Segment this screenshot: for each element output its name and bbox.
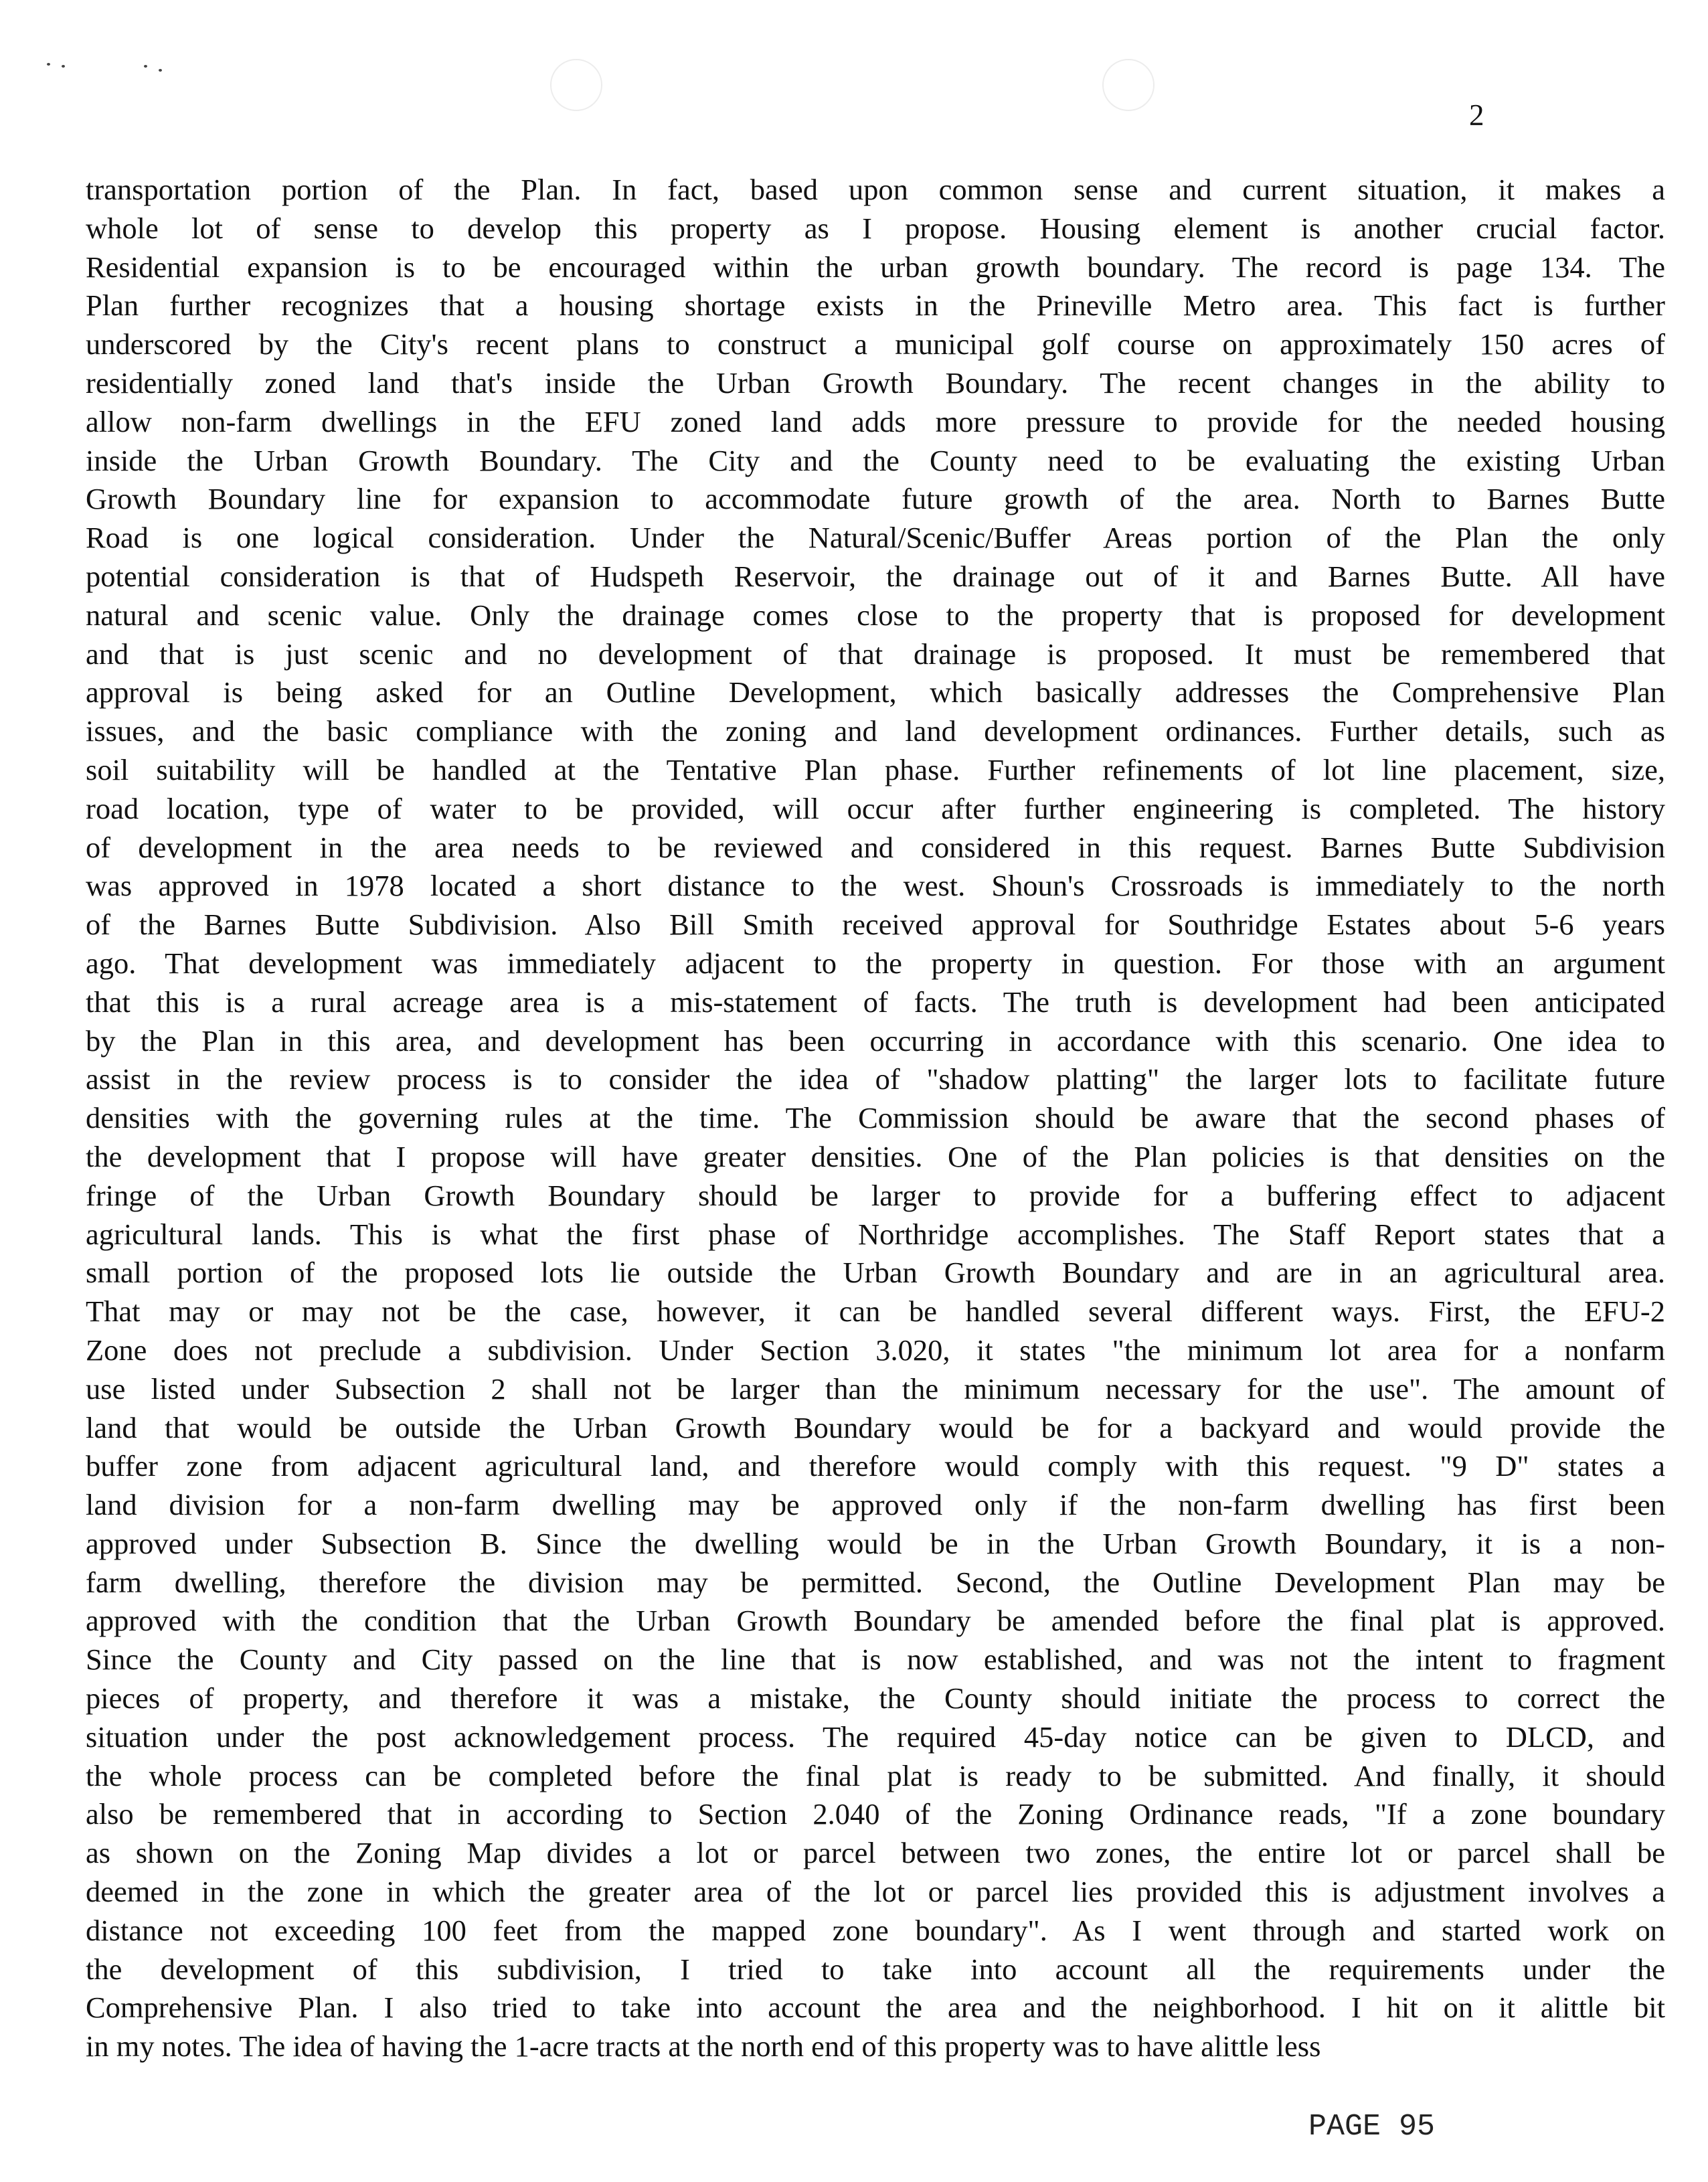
text-line: Growth Boundary line for expansion to accommodate future growth of the area. North to Barnes Butte <box>86 482 1665 516</box>
text-line: Road is one logical consideration. Under the Natural/Scenic/Buffer Areas portion of the Plan the only <box>86 521 1665 555</box>
text-line: use listed under Subsection 2 shall not be larger than the minimum necessary for the use". The amount of <box>86 1371 1665 1406</box>
text-line: potential consideration is that of Hudspeth Reservoir, the drainage out of it and Barnes Butte. All have <box>86 559 1665 593</box>
text-line: ago. That development was immediately adjacent to the property in question. For those with an argument <box>86 946 1665 980</box>
text-line: Since the County and City passed on the line that is now established, and was not the intent to fragment <box>86 1643 1665 1677</box>
text-line: natural and scenic value. Only the drainage comes close to the property that is proposed for development <box>86 598 1665 632</box>
text-line: land division for a non-farm dwelling may be approved only if the non-farm dwelling has first been <box>86 1488 1665 1522</box>
text-line: situation under the post acknowledgement process. The required 45-day notice can be given to DLCD, and <box>86 1719 1665 1754</box>
text-line: transportation portion of the Plan. In fact, based upon common sense and current situation, it makes a <box>86 173 1665 206</box>
text-line: approved under Subsection B. Since the dwelling would be in the Urban Growth Boundary, it is a non- <box>86 1526 1665 1560</box>
text-line: as shown on the Zoning Map divides a lot or parcel between two zones, the entire lot or parcel shall be <box>86 1836 1665 1870</box>
punch-hole-left <box>550 59 602 111</box>
text-line: Plan further recognizes that a housing shortage exists in the Prineville Metro area. This fact is further <box>86 288 1665 323</box>
text-line: approval is being asked for an Outline Development, which basically addresses the Comprehensive Plan <box>86 675 1665 709</box>
text-line: the whole process can be completed before the final plat is ready to be submitted. And finally, it should <box>86 1758 1665 1792</box>
text-line: and that is just scenic and no development of that drainage is proposed. It must be remembered that <box>86 637 1665 671</box>
body-text <box>86 171 1665 2066</box>
scan-speck <box>144 65 147 68</box>
text-line: land that would be outside the Urban Growth Boundary would be for a backyard and would provide the <box>86 1410 1665 1444</box>
text-line: road location, type of water to be provided, will occur after further engineering is completed. The history <box>86 791 1665 825</box>
page-number: 2 <box>1469 98 1484 132</box>
text-line: Zone does not preclude a subdivision. Under Section 3.020, it states "the minimum lot area for a nonfarm <box>86 1333 1665 1367</box>
text-line: inside the Urban Growth Boundary. The City and the County need to be evaluating the existing Urban <box>86 443 1665 477</box>
text-line: also be remembered that in according to Section 2.040 of the Zoning Ordinance reads, "If a zone boundary <box>86 1797 1665 1831</box>
punch-hole-right <box>1102 59 1155 111</box>
footer-page-label: PAGE 95 <box>1308 2110 1436 2144</box>
text-line: was approved in 1978 located a short distance to the west. Shoun's Crossroads is immediately to the north <box>86 869 1665 903</box>
text-line: distance not exceeding 100 feet from the mapped zone boundary". As I went through and started work on <box>86 1913 1665 1947</box>
text-line: underscored by the City's recent plans to construct a municipal golf course on approximately 150 acres of <box>86 327 1665 361</box>
text-line: deemed in the zone in which the greater area of the lot or parcel lies provided this is adjustment involves a <box>86 1875 1665 1909</box>
text-line: assist in the review process is to consider the idea of "shadow platting" the larger lots to facilitate future <box>86 1062 1665 1096</box>
scan-speck <box>62 65 65 68</box>
text-line: by the Plan in this area, and development has been occurring in accordance with this scenario. One idea to <box>86 1023 1665 1058</box>
text-line: pieces of property, and therefore it was a mistake, the County should initiate the process to correct the <box>86 1681 1665 1715</box>
text-line: Residential expansion is to be encouraged within the urban growth boundary. The record is page 134. The <box>86 250 1665 284</box>
text-line: small portion of the proposed lots lie outside the Urban Growth Boundary and are in an agricultural area. <box>86 1256 1665 1290</box>
text-line: of the Barnes Butte Subdivision. Also Bill Smith received approval for Southridge Estates about 5-6 years <box>86 908 1665 942</box>
text-line: residentially zoned land that's inside the Urban Growth Boundary. The recent changes in the ability to <box>86 365 1665 400</box>
text-line: soil suitability will be handled at the Tentative Plan phase. Further refinements of lot line placement, size, <box>86 752 1665 786</box>
text-line: densities with the governing rules at the time. The Commission should be aware that the second phases of <box>86 1101 1665 1135</box>
scan-speck <box>159 69 162 72</box>
text-line: farm dwelling, therefore the division may be permitted. Second, the Outline Development Plan may be <box>86 1565 1665 1599</box>
text-line: issues, and the basic compliance with the zoning and land development ordinances. Further details, such as <box>86 714 1665 748</box>
scan-speck <box>47 63 50 66</box>
text-line: the development of this subdivision, I tried to take into account all the requirements under the <box>86 1952 1665 1986</box>
text-line: approved with the condition that the Urban Growth Boundary be amended before the final plat is approved. <box>86 1604 1665 1638</box>
text-line: the development that I propose will have greater densities. One of the Plan policies is that densities on the <box>86 1139 1665 1173</box>
text-line: That may or may not be the case, however, it can be handled several different ways. First, the EFU-2 <box>86 1294 1665 1329</box>
text-line: buffer zone from adjacent agricultural land, and therefore would comply with this request. "9 D" states a <box>86 1449 1665 1483</box>
text-line: Comprehensive Plan. I also tried to take into account the area and the neighborhood. I hit on it alittle bit <box>86 1991 1665 2025</box>
text-line: in my notes. The idea of having the 1-acre tracts at the north end of this property was to have alittle less <box>86 2029 1321 2064</box>
text-line: allow non-farm dwellings in the EFU zoned land adds more pressure to provide for the needed housing <box>86 404 1665 438</box>
text-line: of development in the area needs to be reviewed and considered in this request. Barnes Butte Subdivision <box>86 830 1665 864</box>
text-line: fringe of the Urban Growth Boundary should be larger to provide for a buffering effect to adjacent <box>86 1178 1665 1212</box>
text-line: whole lot of sense to develop this property as I propose. Housing element is another crucial factor. <box>86 211 1665 245</box>
text-line: agricultural lands. This is what the first phase of Northridge accomplishes. The Staff Report states that a <box>86 1217 1665 1251</box>
text-line: that this is a rural acreage area is a mis-statement of facts. The truth is development had been anticipated <box>86 985 1665 1019</box>
